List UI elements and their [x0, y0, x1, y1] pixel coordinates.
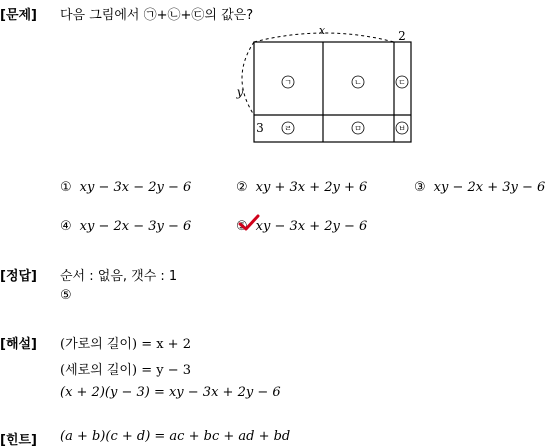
answer-line-1: 순서 : 없음, 갯수 : 1: [60, 269, 178, 284]
explanation-line-3: (x + 2)(y − 3) = xy − 3x + 2y − 6: [60, 385, 281, 400]
option-1-expr: xy − 3x − 2y − 6: [79, 180, 192, 195]
svg-text:ㄱ: ㄱ: [284, 78, 292, 87]
svg-text:ㄹ: ㄹ: [284, 124, 292, 133]
option-4-expr: xy − 2x − 3y − 6: [79, 219, 192, 234]
svg-text:ㄴ: ㄴ: [354, 78, 362, 87]
figure-side-label: y: [236, 85, 244, 99]
option-4[interactable]: [60, 219, 191, 234]
option-2-number: ②: [236, 180, 248, 195]
option-1-number: ①: [60, 180, 72, 195]
figure-top-right-label: 2: [398, 29, 406, 43]
circle-label-1: [282, 76, 294, 88]
circle-label-5: [352, 122, 364, 134]
circle-label-2: [352, 76, 364, 88]
explanation-tag: [해설]: [0, 337, 37, 352]
hint-line-1: (a + b)(c + d) = ac + bc + ad + bd: [60, 429, 291, 444]
option-3[interactable]: [414, 180, 545, 195]
check-mark-icon: [238, 214, 260, 232]
circle-label-4: [282, 122, 294, 134]
circle-label-6: [396, 122, 408, 134]
problem-tag: [문제]: [0, 8, 37, 23]
figure-bottom-left-label: 3: [256, 121, 264, 135]
svg-text:ㅂ: ㅂ: [398, 124, 406, 133]
answer-line-2: ⑤: [60, 288, 72, 303]
circle-label-3: [396, 76, 408, 88]
option-5-number: ⑤: [236, 219, 248, 234]
option-2[interactable]: [236, 180, 367, 195]
option-3-expr: xy − 2x + 3y − 6: [433, 180, 546, 195]
option-1[interactable]: [60, 180, 191, 195]
svg-text:ㅁ: ㅁ: [354, 124, 362, 133]
svg-text:ㄷ: ㄷ: [398, 78, 406, 87]
option-4-number: ④: [60, 219, 72, 234]
option-5-expr: xy − 3x + 2y − 6: [255, 219, 368, 234]
hint-tag: [힌트]: [0, 433, 37, 448]
answer-tag: [정답]: [0, 269, 37, 284]
problem-question: 다음 그림에서 ㉠+㉡+㉢의 값은?: [60, 8, 254, 23]
option-2-expr: xy + 3x + 2y + 6: [255, 180, 368, 195]
explanation-line-1: (가로의 길이) = x + 2: [60, 337, 191, 352]
explanation-line-2: (세로의 길이) = y − 3: [60, 363, 191, 378]
figure-top-label: x: [318, 26, 326, 37]
rectangle-figure: [230, 26, 420, 146]
option-3-number: ③: [414, 180, 426, 195]
